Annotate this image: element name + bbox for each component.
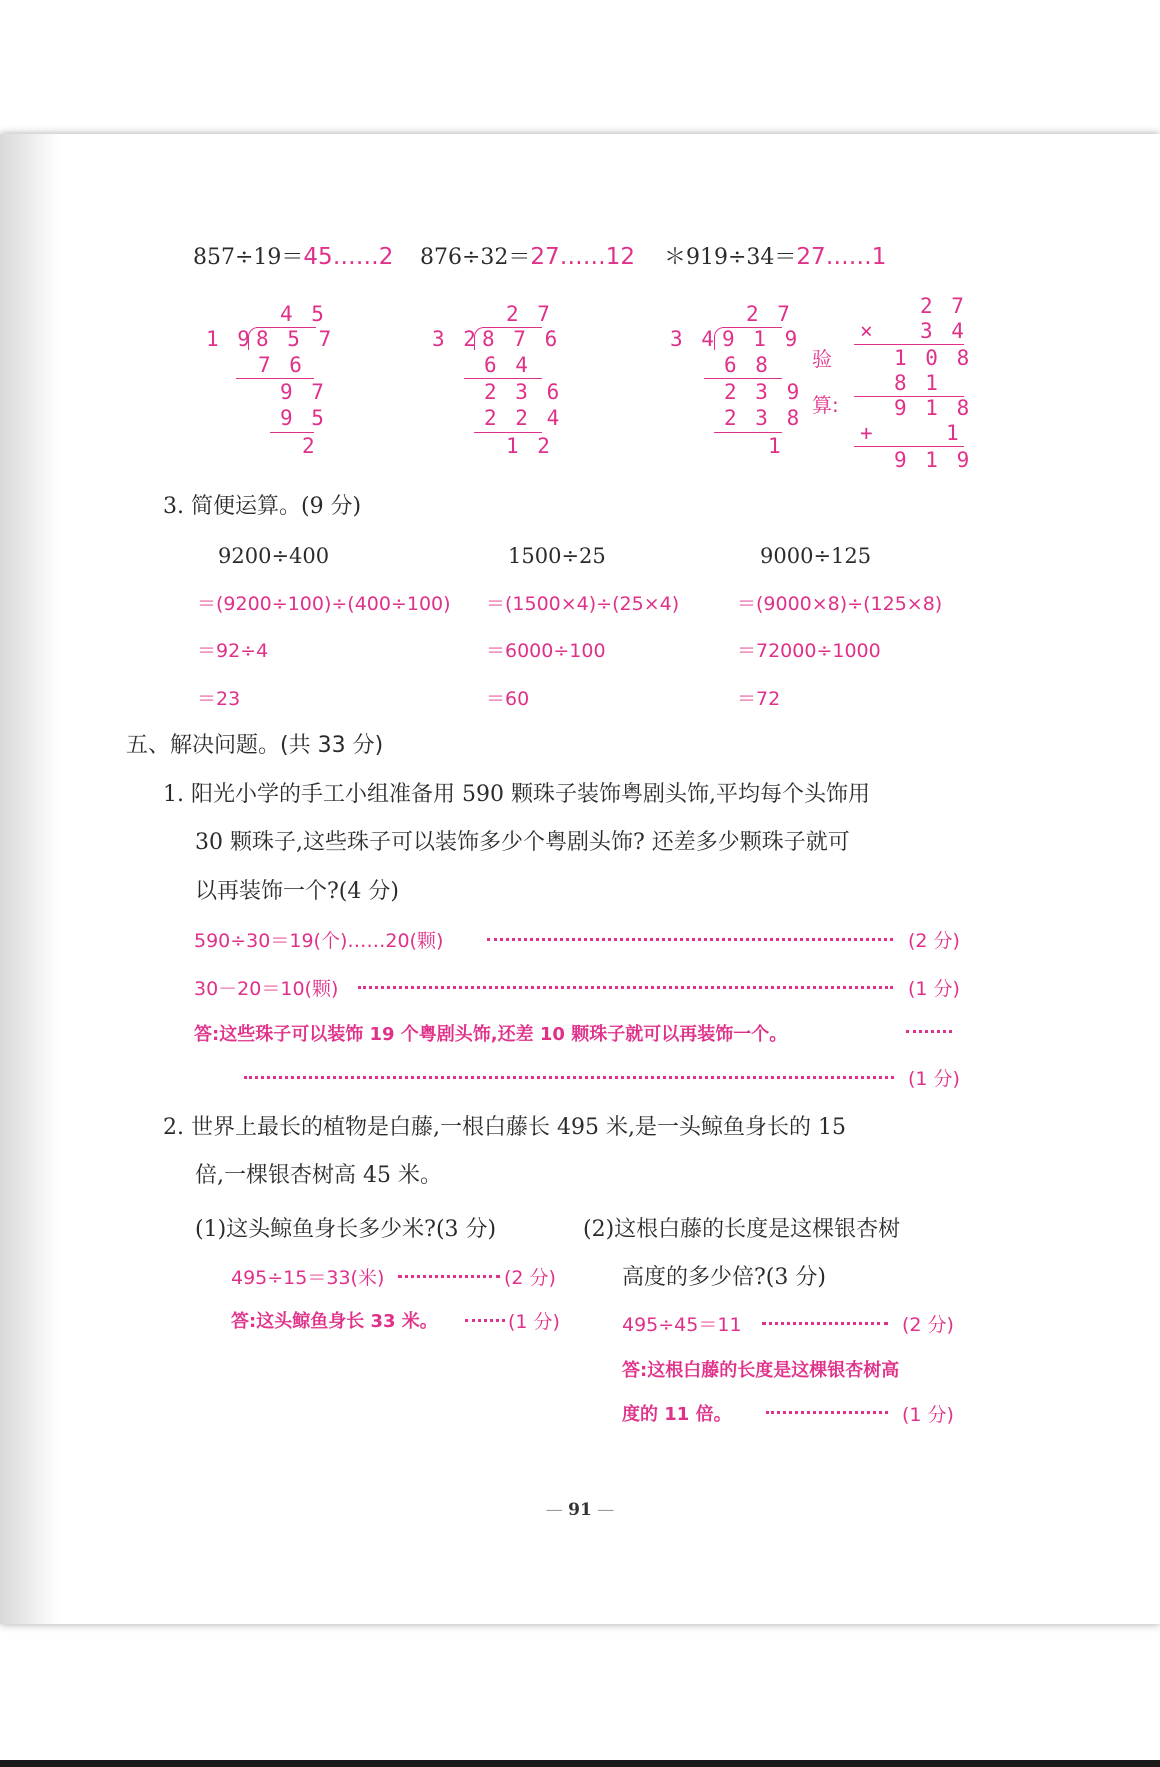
q2-part2-answer-1-score: (2 分) [902,1314,954,1336]
div3-sub-2: 2 3 8 [724,406,803,430]
check-addend: 1 [946,421,962,445]
calc1-result: ＝23 [197,688,241,710]
div3-line-2 [714,432,782,433]
div1-sub-1: 7 6 [258,353,305,377]
div2-line-2 [474,432,542,433]
q2-part1-answer-1-leader [398,1275,500,1278]
q2-part1-question: (1)这头鲸鱼身长多少米?(3 分) [195,1217,497,1242]
check-result: 9 1 9 [894,448,973,472]
calc3-problem: 9000÷125 [760,544,872,568]
q2-part1-answer-2-leader [465,1319,505,1322]
q2-part2-answer-1-leader [762,1322,888,1325]
div1-line-1 [236,378,314,379]
q1-text-line-2: 30 颗珠子,这些珠子可以装饰多少个粤剧头饰? 还差多少颗珠子就可 [195,830,850,855]
page-number: 91 [568,1500,592,1520]
check-label-1: 验 [812,347,832,371]
div1-line-2 [270,432,314,433]
check-label-2: 算: [812,393,839,417]
div3-quotient: 2 7 [746,302,793,326]
q2-part1-answer-2: 答:这头鲸鱼身长 33 米。 [231,1311,438,1332]
q2-part2-answer-3-score: (1 分) [902,1404,954,1426]
calc3-step-2: ＝72000÷1000 [737,640,881,662]
calc1-step-1: ＝(9200÷100)÷(400÷100) [197,593,451,615]
q1-answer-1-score: (2 分) [908,930,960,952]
div3-dividend: 9 1 9 [722,327,801,351]
equation-2-problem: 876÷32＝ [420,245,531,270]
q2-part1-answer-1: 495÷15＝33(米) [231,1267,385,1289]
q1-answer-1: 590÷30＝19(个)……20(颗) [194,930,444,952]
q1-text-line-1: 1. 阳光小学的手工小组准备用 590 颗珠子装饰粤剧头饰,平均每个头饰用 [163,782,870,807]
q2-part1-answer-2-score: (1 分) [508,1311,560,1333]
top-margin [0,0,1160,134]
q1-answer-2: 30－20＝10(颗) [194,978,339,1000]
equation-3-problem: ＊919÷34＝ [664,245,797,270]
div1-quotient: 4 5 [280,302,327,326]
check-line-3 [854,446,964,447]
q1-answer-2-leader [358,986,893,989]
div2-sub-2: 2 2 4 [484,406,563,430]
div3-line-1 [704,378,782,379]
q1-answer-1-leader [487,938,893,941]
q1-text-line-3: 以再装饰一个?(4 分) [195,879,399,904]
div3-sub-1: 6 8 [724,353,771,377]
check-plus-sign: + [860,421,876,445]
check-factor-a: 2 7 [920,294,967,318]
equation-3-answer: 27……1 [796,244,887,270]
div1-dividend: 8 5 7 [256,327,335,351]
calc3-step-1: ＝(9000×8)÷(125×8) [737,593,943,615]
calc1-problem: 9200÷400 [218,544,330,568]
div1-divisor: 1 9 [206,327,253,351]
calc2-step-1: ＝(1500×4)÷(25×4) [486,593,680,615]
footer-dash-left: — [545,1500,569,1520]
equation-1-answer: 45……2 [303,244,394,270]
q2-part2-answer-2: 答:这根白藤的长度是这棵银杏树高 [622,1360,900,1381]
section-5-title: 五、解决问题。(共 33 分) [126,733,384,758]
div2-quotient: 2 7 [506,302,553,326]
div2-remainder: 1 2 [506,434,553,458]
check-factor-b: 3 4 [920,319,967,343]
q1-answer-sentence: 答:这些珠子可以装饰 19 个粤剧头饰,还差 10 颗珠子就可以再装饰一个。 [194,1024,788,1045]
calc3-result: ＝72 [737,688,781,710]
q2-part2-question-line-2: 高度的多少倍?(3 分) [622,1265,826,1290]
div1-remainder: 2 [302,434,318,458]
div2-divisor: 3 2 [432,327,479,351]
calc2-problem: 1500÷25 [508,544,606,568]
q3-title: 3. 简便运算。(9 分) [163,494,362,519]
q2-part2-answer-3: 度的 11 倍。 [622,1404,732,1425]
footer-dash-right: — [591,1500,615,1520]
div3-rem-1: 2 3 9 [724,380,803,404]
div3-divisor: 3 4 [670,327,717,351]
check-times-sign: × [860,319,876,343]
calc2-step-2: ＝6000÷100 [486,640,606,662]
q2-part1-answer-1-score: (2 分) [504,1267,556,1289]
q1-answer-3-score: (1 分) [908,1068,960,1090]
workbook-page [0,134,1160,1624]
q2-part2-question-line-1: (2)这根白藤的长度是这棵银杏树 [583,1217,901,1242]
page-footer [0,1500,1160,1520]
check-line-1 [854,344,964,345]
q2-part2-answer-1: 495÷45＝11 [622,1314,742,1336]
equation-2 [420,244,635,271]
q2-text-line-2: 倍,一棵银杏树高 45 米。 [195,1163,442,1188]
div2-sub-1: 6 4 [484,353,531,377]
q1-answer-3-leader-b [244,1076,894,1079]
page-edge-shadow [0,134,60,1624]
q2-part2-answer-3-leader [766,1411,888,1414]
bottom-bar [0,1760,1160,1767]
div1-rem-1: 9 7 [280,380,327,404]
calc2-result: ＝60 [486,688,530,710]
check-partial-1: 1 0 8 [894,346,973,370]
equation-3 [664,244,886,271]
div1-sub-2: 9 5 [280,406,327,430]
div2-line-1 [464,378,542,379]
q1-answer-3-leader-a [906,1030,952,1033]
div2-dividend: 8 7 6 [482,327,561,351]
q2-text-line-1: 2. 世界上最长的植物是白藤,一根白藤长 495 米,是一头鲸鱼身长的 15 [163,1115,846,1140]
equation-2-answer: 27……12 [530,244,635,270]
div2-rem-1: 2 3 6 [484,380,563,404]
check-partial-2: 8 1 [894,371,941,395]
equation-1-problem: 857÷19＝ [193,245,304,270]
calc1-step-2: ＝92÷4 [197,640,269,662]
q1-answer-2-score: (1 分) [908,978,960,1000]
check-product: 9 1 8 [894,396,973,420]
div3-remainder: 1 [768,434,784,458]
equation-1 [193,244,393,271]
